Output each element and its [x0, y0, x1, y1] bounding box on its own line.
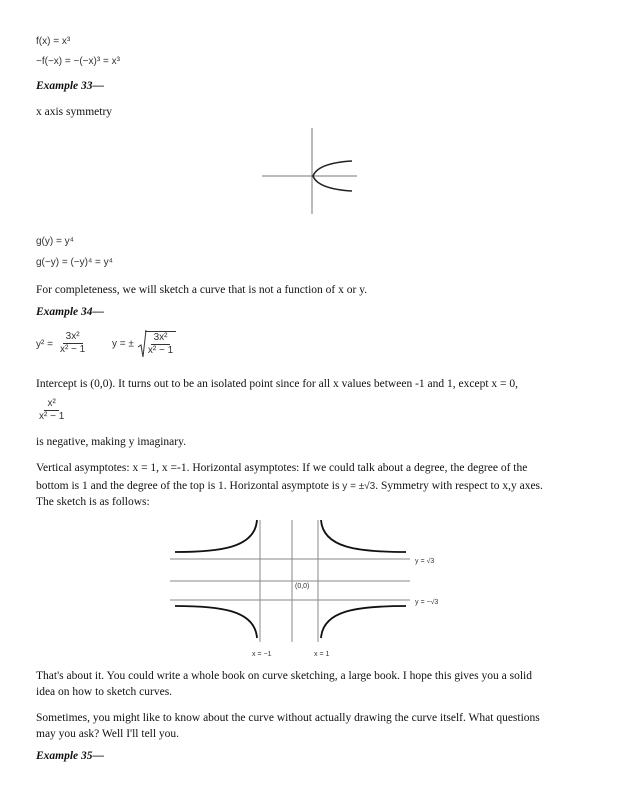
- hyperbola-branch-upper-left: [175, 520, 257, 552]
- example-34-fraction-3: [36, 398, 67, 423]
- eq2-lhs: y = ±: [112, 338, 134, 350]
- example-33-description: x axis symmetry: [36, 106, 113, 118]
- x-axis-symmetry-graph: [262, 126, 362, 216]
- closing-para-2-line-2: may you ask? Well I'll tell you.: [36, 728, 180, 740]
- example-34-heading: Example 34—: [36, 306, 105, 318]
- completeness-text: For completeness, we will sketch a curve that is not a function of x or y.: [36, 284, 368, 296]
- origin-label: (0,0): [295, 583, 310, 590]
- example-34-equation-1: [36, 331, 88, 356]
- example-34-equation-2: [112, 329, 176, 359]
- asymptote-line-1: Vertical asymptotes: x = 1, x =-1. Horizontal asymptotes: If we could talk about a degree, the degree of the: [36, 462, 528, 474]
- hyperbola-sketch-graph: [170, 514, 460, 660]
- eq1-numerator: 3x²: [63, 331, 83, 344]
- eq3-numerator: x²: [44, 398, 58, 411]
- y-sqrt3-label: y = √3: [415, 558, 435, 565]
- equation-fx: f(x) = x³: [36, 36, 71, 47]
- hyperbola-branch-lower-left: [175, 606, 257, 638]
- eq1-fraction: [57, 331, 88, 356]
- eq3-fraction: [36, 398, 67, 423]
- closing-para-2-line-1: Sometimes, you might like to know about the curve without actually drawing the curve itself. What questions: [36, 712, 540, 724]
- asymptote-line-2-end: . Symmetry with respect to x,y axes.: [375, 480, 543, 492]
- equation-neg-f-neg-x: −f(−x) = −(−x)³ = x³: [36, 56, 120, 67]
- x-1-label: x = 1: [314, 651, 330, 658]
- closing-para-1-line-2: idea on how to sketch curves.: [36, 686, 173, 698]
- intercept-text: Intercept is (0,0). It turns out to be an isolated point since for all x values between -1 and 1, except x = 0,: [36, 378, 519, 390]
- equation-g-neg-y: g(−y) = (−y)⁴ = y⁴: [36, 257, 113, 268]
- y-neg-sqrt3-label: y = −√3: [415, 599, 439, 606]
- eq1-denominator: x² − 1: [59, 344, 86, 355]
- example-33-heading: Example 33—: [36, 80, 105, 92]
- hyperbola-branch-lower-right: [321, 606, 406, 638]
- eq3-denominator: x² − 1: [39, 411, 65, 422]
- x-neg-1-label: x = −1: [252, 651, 272, 658]
- eq1-lhs: y² =: [36, 339, 53, 351]
- equation-gy: g(y) = y⁴: [36, 236, 74, 247]
- asymptote-line-2-start: bottom is 1 and the degree of the top is 1. Horizontal asymptote is: [36, 480, 340, 492]
- asymptote-inline-equation: y = ±√3: [342, 481, 376, 492]
- eq2-denominator: x² − 1: [147, 345, 174, 356]
- closing-para-1-line-1: That's about it. You could write a whole book on curve sketching, a large book. I hope this gives you a solid: [36, 670, 532, 682]
- hyperbola-branch-upper-right: [321, 520, 406, 552]
- asymptote-line-2: [36, 478, 543, 495]
- example-35-heading: Example 35—: [36, 750, 105, 762]
- negative-text: is negative, making y imaginary.: [36, 436, 186, 448]
- eq2-numerator: 3x²: [151, 332, 171, 345]
- eq2-fraction: [145, 331, 176, 357]
- sketch-intro: The sketch is as follows:: [36, 496, 150, 508]
